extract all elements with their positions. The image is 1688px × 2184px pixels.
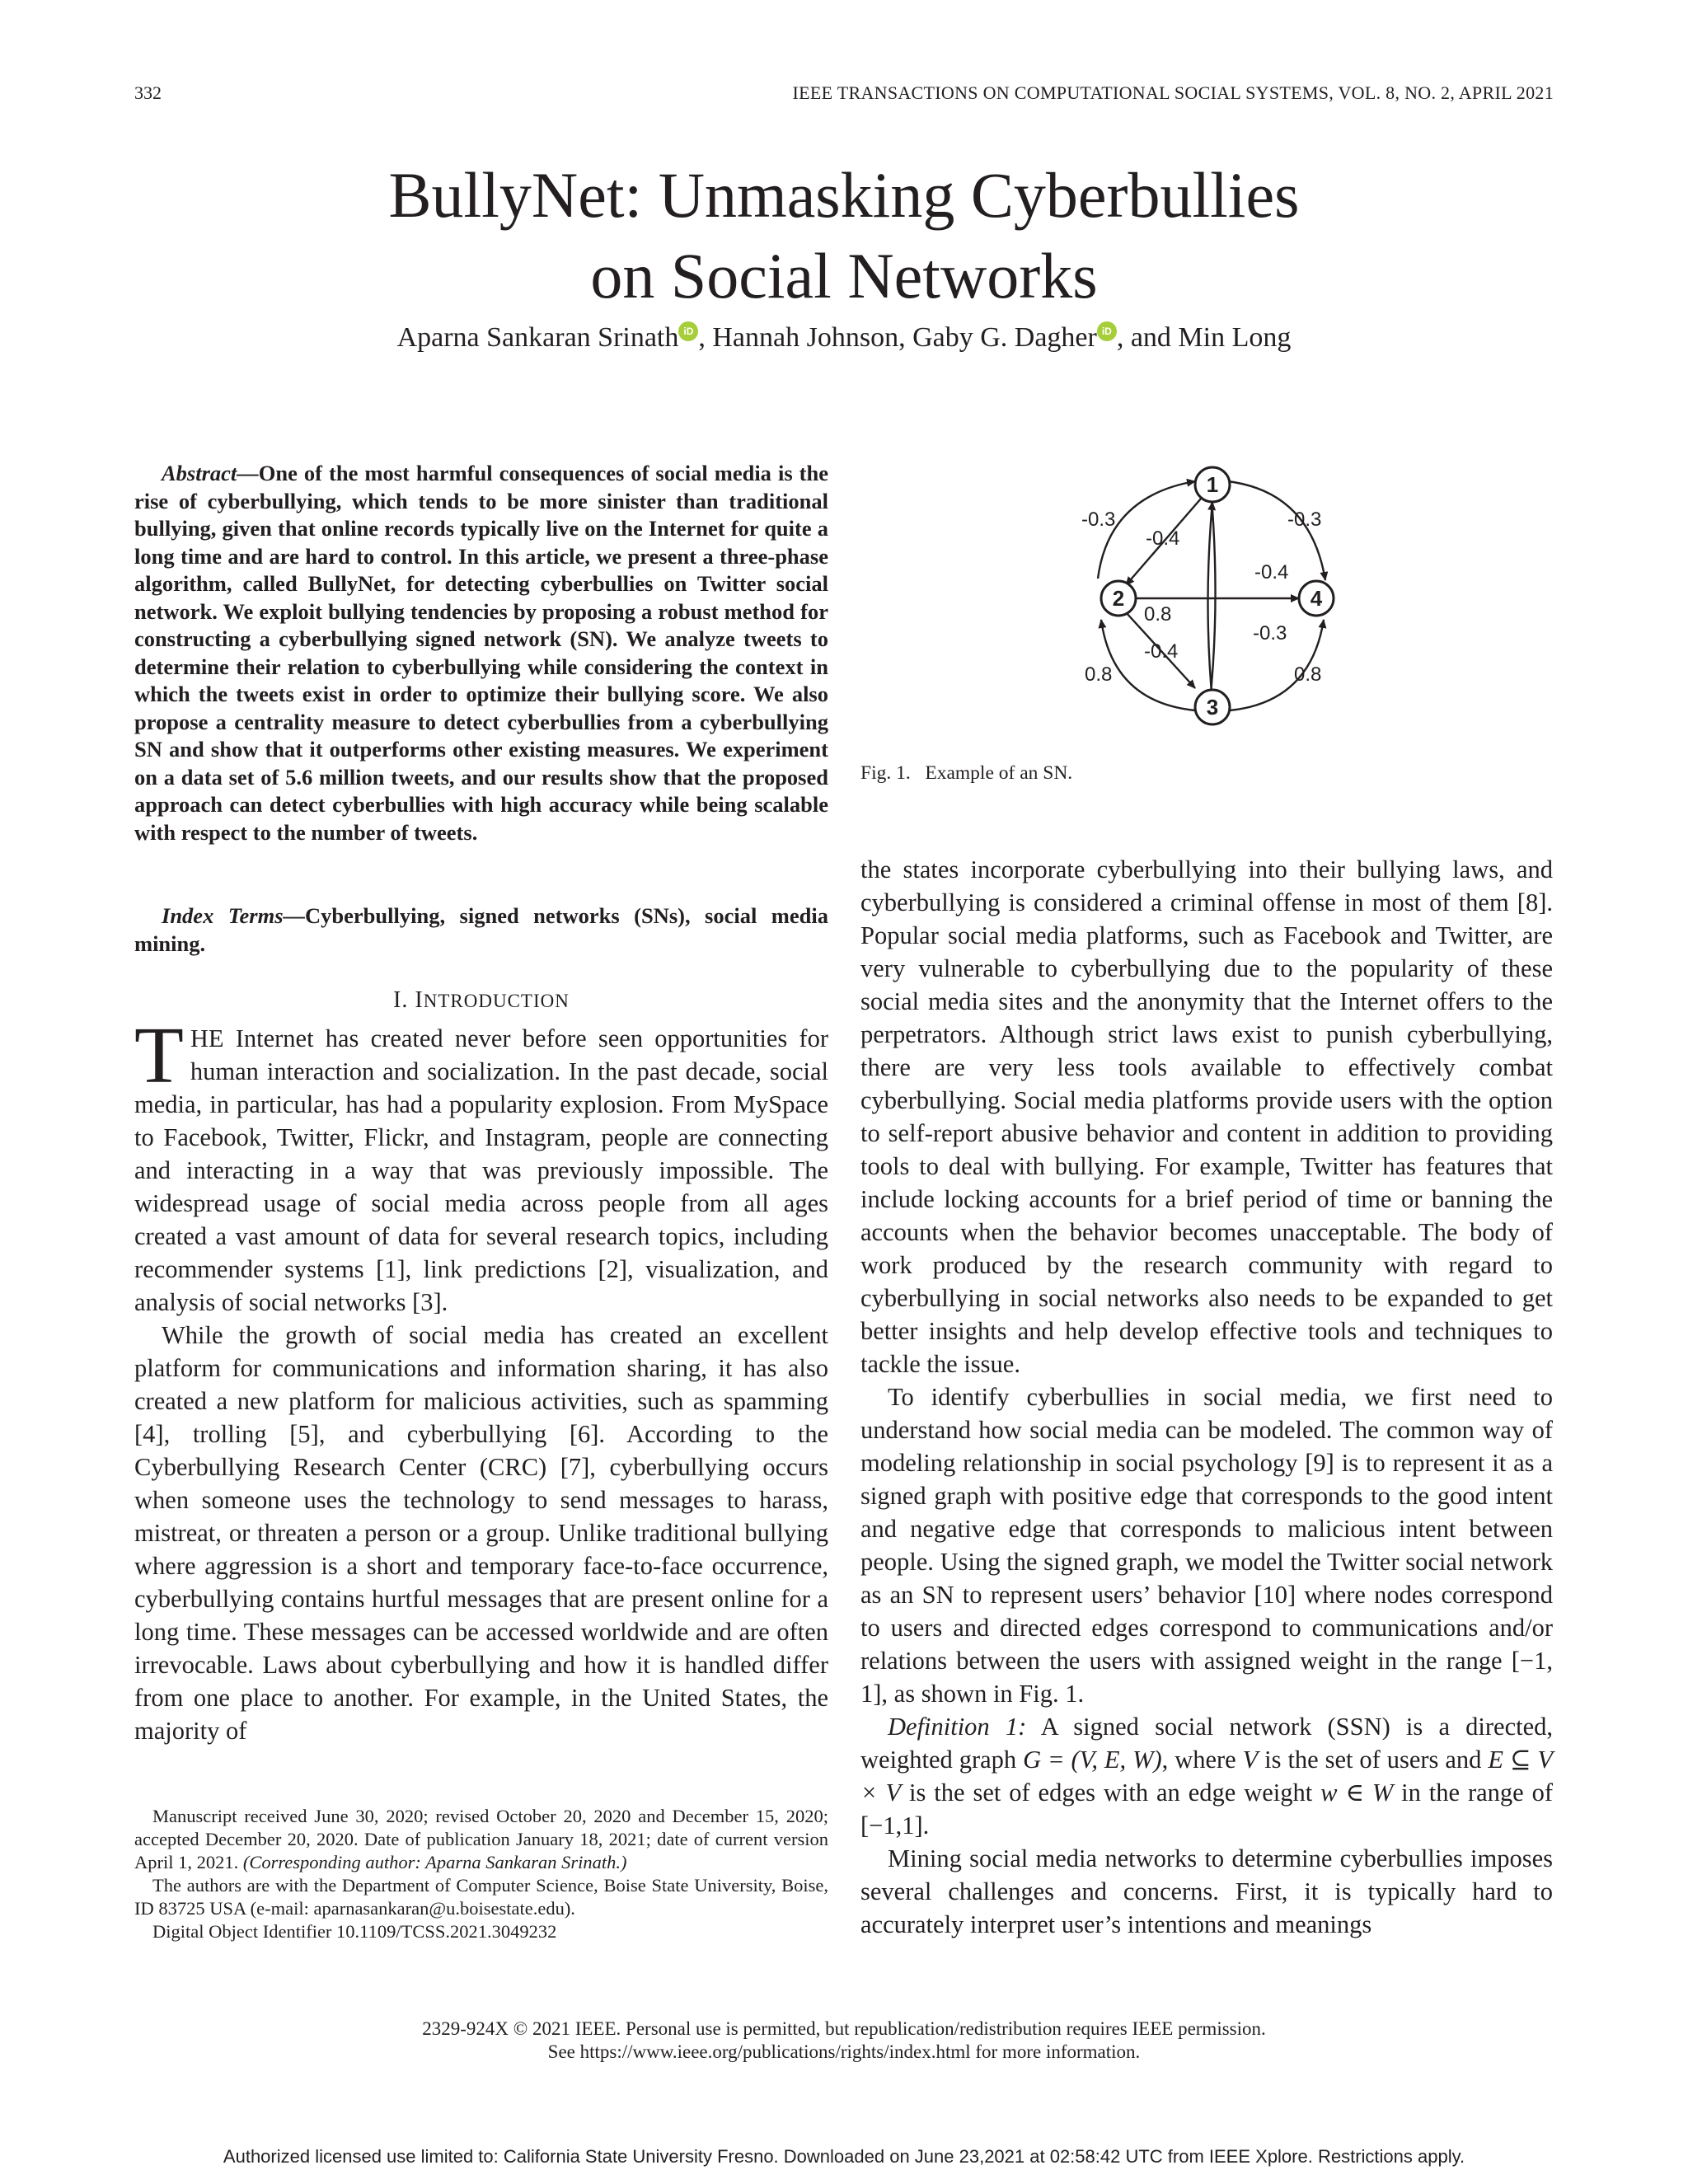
drop-cap: T	[134, 1011, 184, 1100]
figure-signed-network	[1063, 455, 1360, 727]
edge-label-3-1: -0.3	[1253, 622, 1287, 644]
section-numeral: I. I	[393, 987, 424, 1013]
math-graph: G = (V, E, W)	[1023, 1746, 1162, 1774]
node-label-2: 2	[1112, 586, 1125, 611]
right-column-body	[860, 853, 1553, 1941]
definition-text-c: is the set of users and	[1258, 1746, 1489, 1774]
introduction-body	[134, 1011, 828, 1747]
copyright-line-1: 2329-924X © 2021 IEEE. Personal use is permitted, but republication/redistribution requires IEEE permission.	[422, 2018, 1266, 2039]
section-title: NTRODUCTION	[423, 991, 570, 1011]
definition-text-d: is the set of edges with an edge weight	[901, 1779, 1321, 1807]
section-heading-introduction	[134, 987, 828, 1014]
definition-text-a: A signed social network (SSN) is a directed, weighted graph	[860, 1713, 1553, 1774]
orcid-icon[interactable]: iD	[678, 321, 698, 341]
author-list	[0, 321, 1688, 354]
edge-label-1-2: -0.4	[1146, 527, 1180, 550]
right-paragraph-4: Mining social media networks to determine cyberbullies imposes several challenges and concerns. First, it is typically hard to accurately interpret user’s intentions and meanings	[860, 1844, 1553, 1938]
math-e: E ⊆ V × V	[860, 1746, 1553, 1807]
footnote-manuscript-text: Manuscript received June 30, 2020; revised October 20, 2020 and December 15, 2020; accepted December 20, 2020. Date of publication January 18, 2021; date of current version April 1, 2021.	[134, 1806, 828, 1872]
edge-label-1-3: -0.4	[1254, 561, 1289, 583]
footnote	[134, 1805, 828, 1943]
abstract-text: One of the most harmful consequences of social media is the rise of cyberbullying, which tends to be more sinister than traditional bullying, given that online records typically live on the Internet for quite a long time and are hard to control. In this article, we present a three-phase algorithm, called BullyNet, for detecting cyberbullies on Twitter social network. We exploit bullying tendencies by proposing a robust method for constructing a cyberbullying signed network (SN). We analyze tweets to determine their relation to cyberbullying while considering the context in which the tweets exist in order to optimize their bullying score. We also propose a centrality measure to detect cyberbullies from a cyberbullying SN and show that it outperforms other existing measures. We experiment on a data set of 5.6 million tweets, and our results show that the proposed approach can detect cyberbullies with high accuracy while being scalable with respect to the number of tweets.	[134, 461, 828, 845]
math-w: w ∈ W	[1320, 1779, 1394, 1807]
definition-lead: Definition 1:	[888, 1713, 1027, 1741]
footnote-affiliation: The authors are with the Department of Computer Science, Boise State University, Boise, ID 83725 USA (e-mail: aparnasankaran@u.boisestate.edu).	[134, 1875, 828, 1919]
index-terms-lead: Index Terms—	[162, 903, 306, 928]
index-terms	[134, 902, 828, 958]
edge-label-2-1: -0.3	[1081, 509, 1116, 531]
node-label-4: 4	[1310, 586, 1323, 611]
node-label-3: 3	[1206, 695, 1219, 719]
node-label-1: 1	[1206, 472, 1219, 497]
footnote-doi: Digital Object Identifier 10.1109/TCSS.2021.3049232	[152, 1921, 557, 1942]
definition-text-f: in the range of [−1,1].	[860, 1779, 1554, 1840]
definition-text-b: , where	[1161, 1746, 1243, 1774]
paper-title	[0, 155, 1688, 316]
author-3: , and Min Long	[1116, 322, 1292, 353]
edge-label-2-4: 0.8	[1144, 603, 1172, 626]
orcid-icon[interactable]: iD	[1097, 321, 1117, 341]
author-2: , Hannah Johnson, Gaby G. Dagher	[698, 322, 1097, 353]
abstract-lead: Abstract—	[162, 461, 259, 485]
edge-3-2	[1101, 620, 1195, 710]
footnote-manuscript	[134, 1805, 828, 1874]
copyright-notice	[0, 2018, 1688, 2064]
license-notice: Authorized licensed use limited to: California State University Fresno. Downloaded on June 23,2021 at 02:58:42 UTC from IEEE Xplore. Restrictions apply.	[223, 2146, 1465, 2167]
title-line-1: BullyNet: Unmasking Cyberbullies	[388, 159, 1300, 231]
edge-label-3-4: 0.8	[1294, 663, 1322, 686]
page-number: 332	[134, 82, 162, 103]
right-paragraph-1: the states incorporate cyberbullying into their bullying laws, and cyberbullying is considered a criminal offense in most of them [8]. Popular social media platforms, such as Facebook and Twitter, are very vulnerable to cyberbullying due to the popularity of these social media sites and the anonymity that the Internet offers to the perpetrators. Although strict laws exist to punish cyberbullying, there are very less tools available to effectively combat cyberbullying. Social media platforms provide users with the option to self-report abusive behavior and content in addition to providing tools to deal with bullying. For example, Twitter has features that include locking accounts for a brief period of time or banning the accounts when the behavior becomes unacceptable. The body of work produced by the research community with regard to cyberbullying in social networks also needs to be expanded to get better insights and help develop effective tools and techniques to tackle the issue.	[860, 855, 1553, 1378]
footnote-corresponding: (Corresponding author: Aparna Sankaran Srinath.)	[242, 1852, 627, 1872]
edge-label-1-4: -0.3	[1287, 509, 1322, 531]
abstract	[134, 460, 828, 846]
journal-header: IEEE TRANSACTIONS ON COMPUTATIONAL SOCIAL SYSTEMS, VOL. 8, NO. 2, APRIL 2021	[792, 82, 1554, 103]
figure-caption: Fig. 1. Example of an SN.	[860, 762, 1073, 784]
signed-network-graph	[1063, 455, 1360, 727]
index-terms-text: Cyberbullying, signed networks (SNs), social media mining.	[134, 903, 828, 956]
intro-paragraph-1	[134, 1011, 828, 1319]
copyright-line-2[interactable]: See https://www.ieee.org/publications/rights/index.html for more information.	[547, 2041, 1141, 2062]
author-1: Aparna Sankaran Srinath	[396, 322, 679, 353]
right-paragraph-2: To identify cyberbullies in social media, we first need to understand how social media can be modeled. The common way of modeling relationship in social psychology [9] is to represent it as a signed graph with positive edge that corresponds to the good intent and negative edge that corresponds to malicious intent between people. Using the signed graph, we model the Twitter social network as an SN to represent users’ behavior [10] where nodes correspond to users and directed edges correspond to communications and/or relations between the users with assigned weight in the range [−1, 1], as shown in Fig. 1.	[860, 1383, 1553, 1708]
edge-label-3-2: 0.8	[1085, 663, 1113, 686]
edge-label-2-3: -0.4	[1144, 640, 1179, 663]
title-line-2: on Social Networks	[590, 240, 1098, 312]
definition-1	[860, 1710, 1553, 1842]
math-v: V	[1242, 1746, 1259, 1774]
intro-paragraph-1-text: HE Internet has created never before seen opportunities for human interaction and socialization. In the past decade, social media, in particular, has had a popularity explosion. From MySpace to Facebook, Twitter, Flickr, and Instagram, people are connecting and interacting in a way that was previously impossible. The widespread usage of social media across people from all ages created a vast amount of data for several research topics, including recommender systems [1], link predictions [2], visualization, and analysis of social networks [3].	[134, 1024, 828, 1316]
intro-paragraph-2: While the growth of social media has created an excellent platform for communications and information sharing, it has also created a new platform for malicious activities, such as spamming [4], trolling [5], and cyberbullying [6]. According to the Cyberbullying Research Center (CRC) [7], cyberbullying occurs when someone uses the technology to send messages to harass, mistreat, or threaten a person or a group. Unlike traditional bullying where aggression is a short and temporary face-to-face occurrence, cyberbullying contains hurtful messages that are present online for a long time. These messages can be accessed worldwide and are often irrevocable. Laws about cyberbullying and how it is handled differ from one place to another. For example, in the United States, the majority of	[134, 1321, 828, 1745]
